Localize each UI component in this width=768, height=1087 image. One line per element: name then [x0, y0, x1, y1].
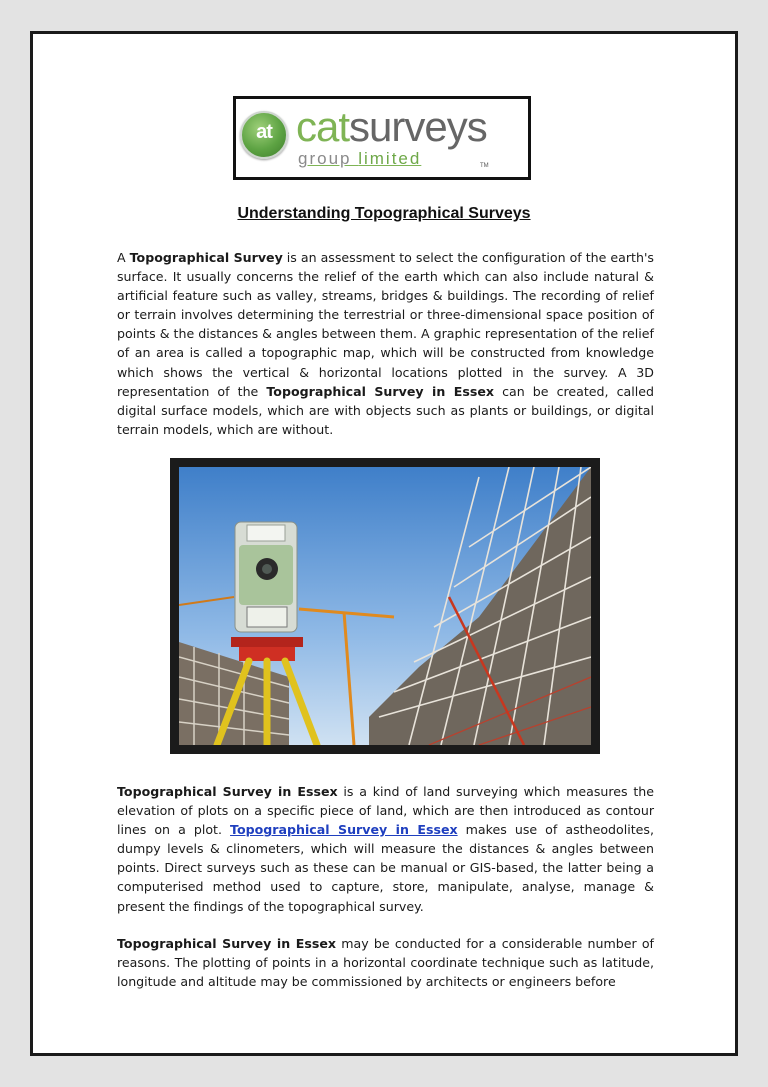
- logo-subtitle: [298, 149, 421, 169]
- page-title: Understanding Topographical Surveys: [237, 205, 531, 222]
- topographical-survey-link[interactable]: Topographical Survey in Essex: [230, 822, 458, 838]
- total-station-construction-image: [179, 467, 591, 745]
- logo-word-cat: cat: [296, 103, 350, 150]
- document-page: [30, 31, 738, 1056]
- logo-word-limited: limited: [358, 149, 422, 168]
- company-logo: [233, 96, 531, 180]
- essex-survey-paragraph: Topographical Survey in Essex is a kind of land surveying which measures the elevation of plots on a specific piece of land, which are then introduced as contour lines on a plot. Topographical Survey in Essex makes use of astheodolites, dumpy levels & clinometers, which will measure the distances & angles between points. Direct surveys such as these can be manual or GIS-based, the latter being a computerised method used to capture, store, manipulate, analyse, manage & present the findings of the topographical survey.: [117, 784, 654, 914]
- logo-word-surveys: surveys: [349, 103, 487, 150]
- survey-photo: [170, 458, 600, 754]
- logo-trademark: TM: [480, 163, 489, 169]
- logo-wordmark: [296, 105, 487, 149]
- intro-paragraph: A Topographical Survey is an assessment to select the configuration of the earth's surface. It usually concerns the relief of the earth which can also include natural & artificial feature such as valley, streams, bridges & buildings. The recording of relief or terrain involves determining the terrestrial or three-dimensional space position of points & the distances & angles between them. A graphic representation of the relief of an area is called a topographic map, which will be constructed from knowledge which shows the vertical & horizontal locations plotted in the survey. A 3D representation of the Topographical Survey in Essex can be created, called digital surface models, which are with objects such as plants or buildings, or digital terrain models, which are without.: [117, 250, 654, 437]
- logo-word-group: group: [298, 149, 359, 168]
- logo-emblem-icon: at: [240, 111, 288, 159]
- reasons-paragraph: Topographical Survey in Essex may be conducted for a considerable number of reasons. The plotting of points in a horizontal coordinate technique such as latitude, longitude and altitude may be commissioned by architects or engineers before: [117, 936, 654, 990]
